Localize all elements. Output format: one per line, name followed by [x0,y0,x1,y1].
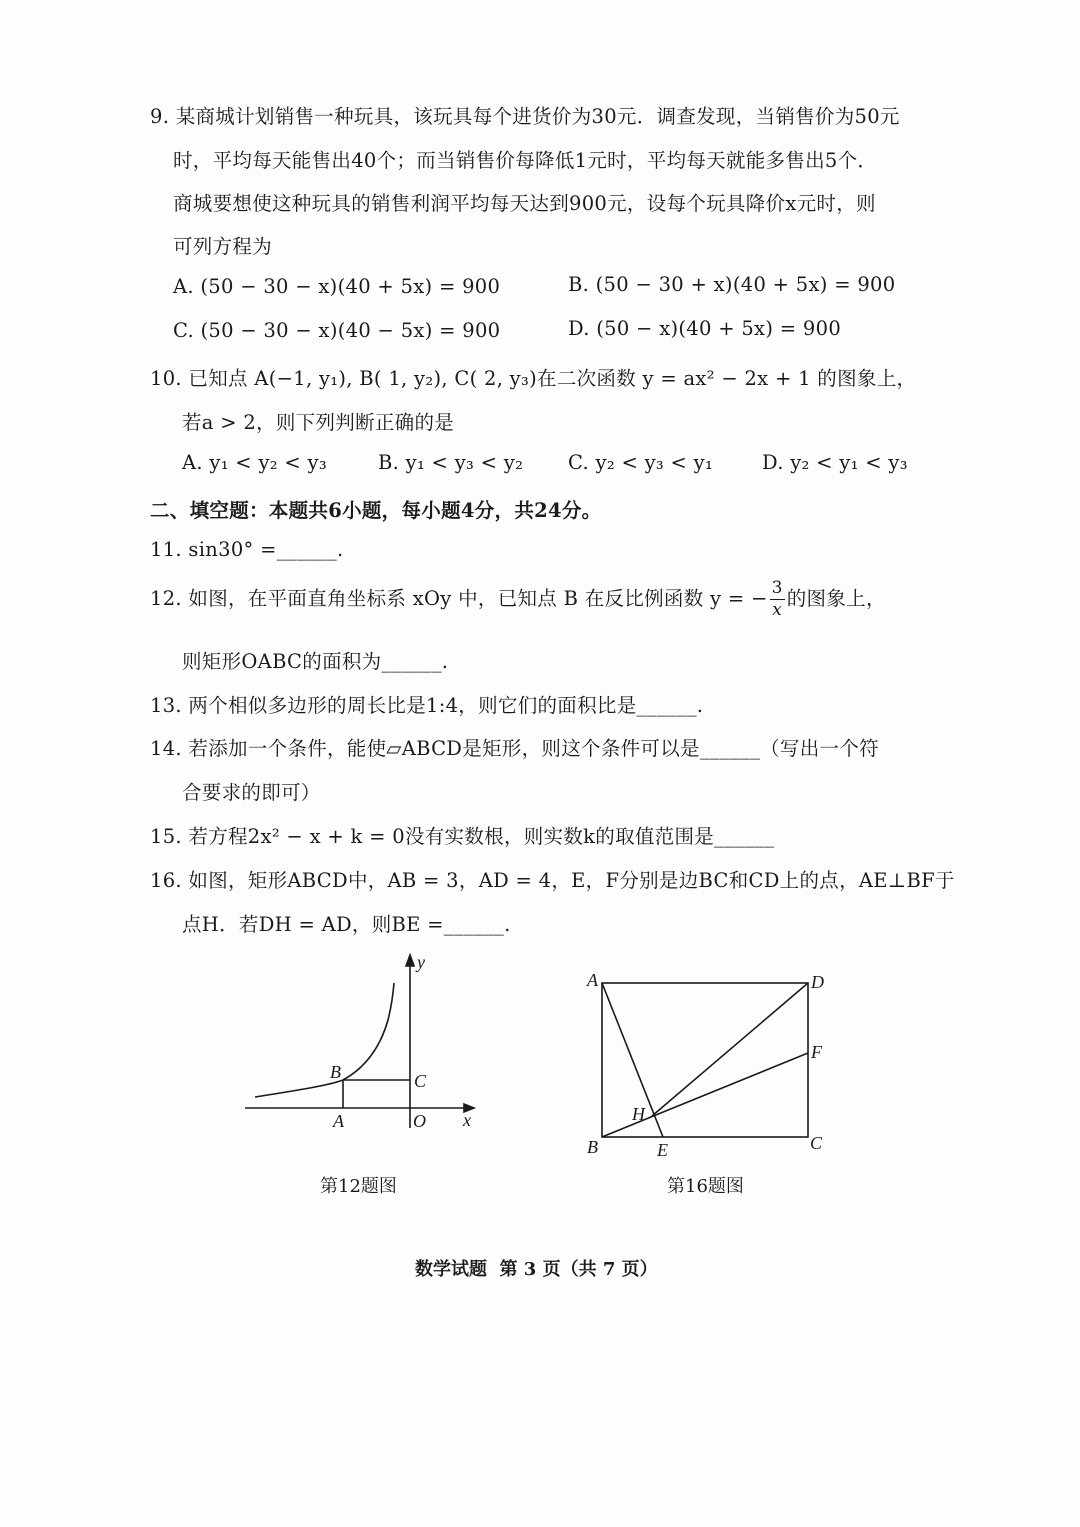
q11: 11. sin30° =______. [150,538,344,561]
label-a: A [587,970,598,990]
label-c: C [414,1071,427,1091]
page-footer: 数学试题 第 3 页（共 7 页） [415,1259,658,1280]
q13: 13. 两个相似多边形的周长比是1:4，则它们的面积比是______. [150,694,704,717]
figure-12-caption: 第12题图 [320,1176,397,1197]
figure-16-caption: 第16题图 [667,1176,744,1197]
label-h: H [632,1104,645,1124]
q9-line-1: 9. 某商城计划销售一种玩具，该玩具每个进货价为30元．调查发现，当销售价为50元 [150,105,900,128]
q10-option-a: A. y₁ < y₂ < y₃ [182,451,327,474]
segment-dh [652,983,808,1116]
q9-line-2: 时，平均每天能售出40个；而当销售价每降低1元时，平均每天就能多售出5个． [173,149,878,172]
q9-option-c: C. (50 − 30 − x)(40 − 5x) = 900 [173,319,501,342]
label-o: O [413,1111,426,1131]
label-f: F [811,1042,822,1062]
label-a: A [333,1111,344,1131]
q12-text: 12. 如图，在平面直角坐标系 xOy 中，已知点 B 在反比例函数 y = − [150,587,768,610]
fraction-numerator: 3 [771,578,783,598]
q10-option-c: C. y₂ < y₃ < y₁ [568,451,714,474]
q10-option-b: B. y₁ < y₃ < y₂ [378,451,524,474]
section-2-heading: 二、填空题：本题共6小题，每小题4分，共24分。 [150,499,602,522]
q9-line-3: 商城要想使这种玩具的销售利润平均每天达到900元，设每个玩具降价x元时，则 [173,192,876,215]
q9-option-b: B. (50 − 30 + x)(40 + 5x) = 900 [568,273,896,296]
q14-line-2: 合要求的即可） [182,781,321,804]
label-e: E [657,1140,668,1160]
label-x: x [463,1110,471,1130]
y-axis-arrow-icon [406,955,414,966]
label-b: B [587,1137,598,1157]
q14-line-1: 14. 若添加一个条件，能使▱ABCD是矩形，则这个条件可以是______（写出一个符 [150,737,879,760]
label-b: B [330,1062,341,1082]
label-d: D [811,972,824,992]
q9-option-a: A. (50 − 30 − x)(40 + 5x) = 900 [173,275,501,298]
q16-line-1: 16. 如图，矩形ABCD中，AB = 3，AD = 4，E，F分别是边BC和CD上的点，AE⊥BF于 [150,869,955,892]
figure-16 [586,970,824,1160]
q9-option-d: D. (50 − x)(40 + 5x) = 900 [568,317,842,340]
q15: 15. 若方程2x² − x + k = 0没有实数根，则实数k的取值范围是______ [150,825,775,848]
figure-12 [245,952,474,1131]
label-y: y [417,952,425,972]
q12-line-2: 则矩形OABC的面积为______. [182,650,449,673]
label-c: C [810,1133,823,1153]
q12-text-end: 的图象上， [786,587,886,610]
q16-line-2: 点H．若DH = AD，则BE =______. [182,913,511,936]
q10-line-1: 10. 已知点 A(−1, y₁), B( 1, y₂), C( 2, y₃)在二次函数 y = ax² − 2x + 1 的图象上， [150,367,917,390]
q10-option-d: D. y₂ < y₁ < y₃ [762,451,908,474]
fraction-denominator: x [772,600,783,620]
q9-line-4: 可列方程为 [173,235,273,258]
segment-bf [602,1053,808,1137]
q10-line-2: 若a > 2，则下列判断正确的是 [182,411,455,434]
